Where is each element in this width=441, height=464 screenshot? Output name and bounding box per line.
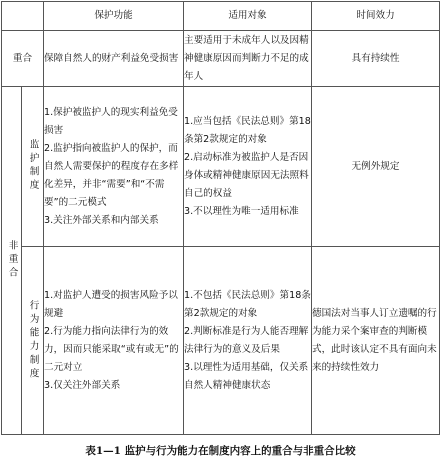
guardianship-label-cell: [22, 87, 44, 247]
overlap-protect-text: 保障自然人的财产利益免受损害: [44, 52, 179, 64]
non-overlap-label-cell: [2, 87, 22, 435]
overlap-time-cell: [312, 31, 440, 87]
capacity-protect-item-2: 2.行为能力指向法律行为的效力，因而只能采取“或有或无”的二元对立: [44, 325, 179, 373]
guardianship-protect-item-2: 2.监护指向被监护人的保护，而自然人需要保护的程度存在多样化差异，并非“需要”和“不需要”的二元模式: [44, 142, 179, 208]
capacity-target-item-3: 3.以理性为适用基础，仅关系自然人精神健康状态: [184, 361, 309, 391]
overlap-protect-cell: [44, 31, 184, 87]
guardianship-target-item-2: 2.启动标准为被监护人是否因身体或精神健康原因无法照料自己的权益: [184, 151, 309, 199]
guardianship-protect-cell: [44, 87, 184, 247]
overlap-target-cell: [184, 31, 312, 87]
capacity-protect-item-1: 1.对监护人遭受的损害风险予以规避: [44, 289, 178, 319]
comparison-table: [1, 1, 440, 435]
header-protect-function: 保护功能: [44, 2, 184, 31]
guardianship-time-cell: [312, 87, 440, 247]
capacity-protect-cell: [44, 247, 184, 435]
guardianship-label: 监护制度: [27, 139, 39, 194]
capacity-time-text: 德国法对当事人订立遗嘱的行为能力采个案审查的判断模式，此时该认定不具有面向未来的持续性效力: [312, 307, 437, 373]
non-overlap-label: 非重合: [6, 240, 18, 281]
overlap-time-text: 具有持续性: [351, 52, 400, 64]
capacity-label-cell: [22, 247, 44, 435]
guardianship-protect-item-1: 1.保护被监护人的现实利益免受损害: [44, 106, 178, 136]
overlap-label: 重合: [2, 31, 44, 87]
overlap-row: [2, 31, 440, 87]
guardianship-time-text: 无例外规定: [351, 160, 400, 172]
capacity-row: [2, 247, 440, 435]
guardianship-row: [2, 87, 440, 247]
table-caption: 表1—1 监护与行为能力在制度内容上的重合与非重合比较: [85, 445, 356, 457]
header-time-effect: 时间效力: [312, 2, 440, 31]
overlap-target-text: 主要适用于未成年人以及因精神健康原因而判断力不足的成年人: [184, 34, 309, 82]
guardianship-protect-item-3: 3.关注外部关系和内部关系: [44, 214, 159, 226]
header-row: [2, 2, 440, 31]
capacity-target-cell: [184, 247, 312, 435]
capacity-time-cell: [312, 247, 440, 435]
guardianship-target-item-3: 3.不以理性为唯一适用标准: [184, 205, 299, 217]
header-applicable-target: 适用对象: [184, 2, 312, 31]
guardianship-target-cell: [184, 87, 312, 247]
capacity-target-item-2: 2.判断标准是行为人能否理解法律行为的意义及后果: [184, 325, 309, 355]
guardianship-target-item-1: 1.应当包括《民法总则》第18条第2款规定的对象: [184, 115, 311, 145]
capacity-protect-item-3: 3.仅关注外部关系: [44, 379, 121, 391]
capacity-target-item-1: 1.不包括《民法总则》第18条第2款规定的对象: [184, 289, 311, 319]
capacity-label: 行为能力制度: [27, 299, 39, 382]
header-blank-cell: [2, 2, 44, 31]
